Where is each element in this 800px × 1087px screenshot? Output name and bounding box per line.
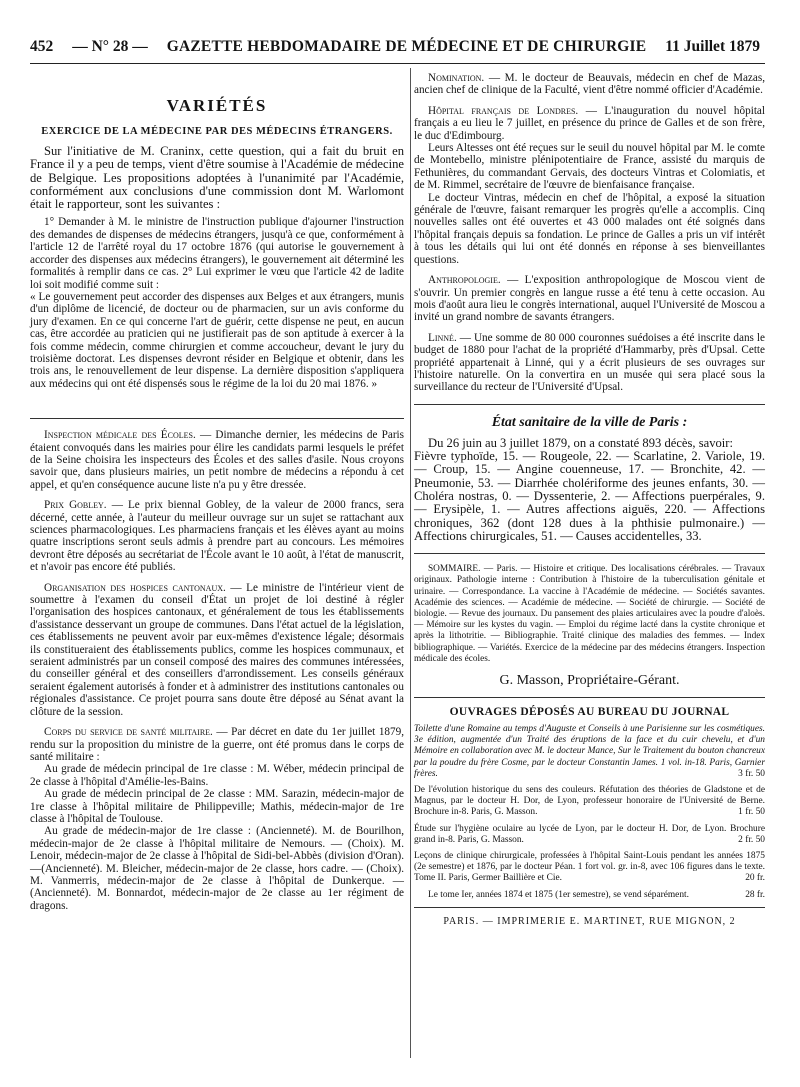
column-rule <box>410 68 411 1058</box>
separator <box>414 404 765 405</box>
linne-paragraph <box>414 332 765 394</box>
journal-title: GAZETTE HEBDOMADAIRE DE MÉDECINE ET DE CHIRURGIE <box>166 38 647 55</box>
anthropologie-heading: Anthropologie. <box>428 274 501 287</box>
sommaire-text: — Paris. — Histoire et critique. Des localisations cérébrales. — Travaux originaux. Pathologie interne : Contribution à l'histoire de la tuberculisation génitale et urinaire. — Correspondance. La vaccine à l'Académie de médecine. — Sociétés savantes. Académie des sciences. — Académie de médecine. — Société de chirurgie. — Société de biologie. — Revue des journaux. Du pansement des plaies articulaires avec la poudre d'aloès. — Mémoire sur les kystes du vagin. — Emploi du régime lacté dans la cystite chronique et après la lithotritie. — Bibliographie. Traité clinique des maladies des femmes. — Index bibliographique. — Variétés. Exercice de la médecine par des médecins étrangers. Inspection médicale des écoles. <box>414 564 766 664</box>
anthropologie-paragraph <box>414 274 765 324</box>
etat-sanitaire-intro: Du 26 juin au 3 juillet 1879, on a constaté 893 décès, savoir: <box>428 435 733 450</box>
corps-heading: Corps du service de santé militaire. <box>44 726 213 739</box>
book-text: Toilette d'une Romaine au temps d'Auguste et Conseils à une Parisienne sur les cosmétiques. 3e édition, augmentée d'un Traité des éruptions de la face et du cuir chevelu, et d'un Mémoire en collaboration avec M. le docteur Mance, Sur le Traitement du bouton chancreux par la poudre du frère Cosme, par le docteur Constantin James. 1 vol. in-18. Paris, Garnier frères. <box>414 723 765 779</box>
corps-text: — Par décret en date du 1er juillet 1879, rendu sur la proposition du ministre de la guerre, ont été promus dans le corps de santé militaire : <box>30 726 404 763</box>
separator <box>414 553 765 554</box>
book-entry <box>414 724 765 780</box>
etat-sanitaire-body: Fièvre typhoïde, 15. — Rougeole, 22. — Scarlatine, 2. Variole, 19. — Croup, 15. — Angine couenneuse, 17. — Bronchite, 42. — Pneumonie, 53. — Diarrhée cholériforme des jeunes enfants, 30. — Choléra nostras, 0. — Dyssenterie, 2. — Affections puerpérales, 9. — Erysipèle, 1. — Autres affections aiguës, 220. — Affections chroniques, 362 (dont 128 dues à la phthisie pulmonaire.) — Affections chirurgicales, 51. — Causes accidentelles, 33. <box>414 449 765 543</box>
anthropologie-text: — L'exposition anthropologique de Moscou vient de s'ouvrir. Un premier congrès en langue russe a été tenu à cette occasion. Au mois d'août aura lieu le congrès international, auquel l'Université de Moscou a invité un grand nombre de savants étrangers. <box>414 274 765 324</box>
book-text: De l'évolution historique du sens des couleurs. Réfutation des théories de Gladstone et de Magnus, par le docteur H. Dor, de Lyon, professeur honoraire de l'Université de Berne. Brochure in-8. Paris, G. Masson. <box>414 784 765 818</box>
book-list <box>414 724 765 901</box>
londres-text: — L'inauguration du nouvel hôpital français a eu lieu le 7 juillet, en présence du prince de Galles et de son frère, le duc d'Edimbourg. <box>414 104 765 142</box>
separator <box>30 418 404 419</box>
left-column <box>30 72 404 912</box>
etat-sanitaire-title: État sanitaire de la ville de Paris : <box>491 414 688 430</box>
book-price: 20 fr. <box>745 873 765 884</box>
inspection-paragraph <box>30 429 404 491</box>
book-text: Le tome Ier, années 1874 et 1875 (1er semestre), se vend séparément. <box>428 889 689 900</box>
nomination-text: — M. le docteur de Beauvais, médecin en chef de Mazas, ancien chef de clinique de la Faculté, vient d'être nommé officier d'Académie. <box>414 72 765 97</box>
page-number: 452 <box>30 38 54 55</box>
londres-paragraph-2: Leurs Altesses ont été reçues sur le seuil du nouvel hôpital par M. le comte de Montebello, ministre plénipotentiaire de France, assisté du marquis de Fethunières, du commandant Gervais, des docteurs Vintras et Colomiatis, et de M. Rimmel, secrétaire de l'œuvre de bienfaisance française. <box>414 142 765 192</box>
book-text: Leçons de clinique chirurgicale, professées à l'hôpital Saint-Louis pendant les années 1875 (2e semestre) et 1876, par le docteur Péan. 1 fort vol. gr. in-8, avec 106 figures dans le texte. Tome II. Paris, Germer Baillière et Cie. <box>414 850 765 884</box>
londres-paragraph <box>414 105 765 142</box>
book-text: Étude sur l'hygiène oculaire au lycée de Lyon, par le docteur H. Dor, de Lyon. Brochure grand in-8. Paris, G. Masson. <box>414 823 765 845</box>
book-entry <box>414 785 765 819</box>
hospices-paragraph <box>30 582 404 718</box>
gobley-paragraph <box>30 499 404 573</box>
separator <box>414 907 765 908</box>
right-column <box>414 72 765 927</box>
sommaire-paragraph <box>414 564 765 665</box>
book-entry <box>414 890 765 901</box>
printer-imprint: PARIS. — IMPRIMERIE E. MARTINET, RUE MIGNON, 2 <box>443 915 736 927</box>
gobley-heading: Prix Gobley. <box>44 499 107 512</box>
article-heading: EXERCICE DE LA MÉDECINE PAR DES MÉDECINS ÉTRANGERS. <box>41 126 393 137</box>
book-price: 1 fr. 50 <box>738 807 765 818</box>
issue-date: 11 Juillet 1879 <box>665 38 760 55</box>
corps-grade-3: Au grade de médecin-major de 1re classe : (Ancienneté). M. de Bourilhon, médecin-major de 2e classe à l'hôpital militaire de Nemours. — (Choix). M. Lenoir, médecin-major de 2e classe à l'hôpital de Sidi-bel-Abbès (division d'Oran).—(Ancienneté). M. Bleicher, médecin-major de 2e classe, hors cadre. — (Choix). M. Vanmerris, médecin-major de 2e classe à l'hôpital de Dunkerque. — (Ancienneté). M. Bonnardot, médecin-major de 2e classe au 1er régiment de dragons. <box>30 825 404 912</box>
book-entry <box>414 851 765 885</box>
linne-text: — Une somme de 80 000 couronnes suédoises a été inscrite dans le budget de 1880 pour l'achat de la propriété d'Hammarby, près d'Upsal. Cette propriété appartenait à Linné, qui y a écrit plusieurs de ses ouvrages sur l'histoire naturelle. On la convertira en un musée qui sera placé sous la surveillance du recteur de l'Université d'Upsal. <box>414 331 765 394</box>
inspection-heading: Inspection médicale des Écoles. <box>44 429 196 442</box>
book-price: 2 fr. 50 <box>738 834 765 845</box>
sommaire-heading: SOMMAIRE. <box>428 564 481 575</box>
separator <box>414 697 765 698</box>
ouvrages-title: OUVRAGES DÉPOSÉS AU BUREAU DU JOURNAL <box>449 705 730 718</box>
nomination-paragraph <box>414 72 765 97</box>
gobley-text: — Le prix biennal Gobley, de la valeur de 2000 francs, sera décerné, cette année, à l'auteur du meilleur ouvrage sur un sujet se rattachant aux sciences pharmacologiques. Les pharmaciens français et les élèves ayant au moins quatre inscriptions seront seuls admis à prendre part au concours. Les mémoires devront être déposés au secrétariat de l'École avant le 10 août, à l'état de manuscrit, et n'avoir pas encore été publiés. <box>30 499 404 574</box>
hospices-text: — Le ministre de l'intérieur vient de soumettre à l'examen du conseil d'État un projet de loi destiné à régler l'organisation des hospices cantonaux, et généralement de tous les établissements d'assistance desservant un groupe de communes. Dans l'état actuel de la législation, ces établissements ne peuvent avoir par eux-mêmes d'existence légale; désormais ils constitueraient des établissements publics, comme les hospices communaux, et seraient administrés par un conseil composé des maires des communes intéressées, du conseiller général et des conseillers d'arrondissement. Les conseils généraux seraient également autorisés à fonder et à administrer des institutions cantonales ou régionales d'assistance. Ce projet pourra sans doute être déposé au Sénat avant la clôture de la session. <box>30 581 404 718</box>
issue-number: — N° 28 — <box>72 38 148 55</box>
intro-paragraph: Sur l'initiative de M. Craninx, cette question, qui a fait du bruit en France il y a peu de temps, vient d'être soumise à l'Académie de médecine de Belgique. Les propositions adoptées à l'unanimité par l'Académie, conformément aux conclusions d'une commission dont M. Warlomont était le rapporteur, sont les suivantes : <box>30 144 404 212</box>
corps-grade-1: Au grade de médecin principal de 1re classe : M. Wéber, médecin principal de 2e classe à l'hôpital d'Amélie-les-Bains. <box>30 763 404 788</box>
page-header <box>30 38 760 60</box>
proposal-paragraph: 1° Demander à M. le ministre de l'instruction publique d'ajourner l'instruction des demandes de dispenses de médecins étrangers, jusqu'à ce que, conformément à l'article 12 de l'arrêté royal du 17 octobre 1876 (qui autorise le gouvernement à accorder des dispenses aux médecins étrangers), le gouvernement ait déterminé les formalités à remplir dans ce cas. 2° Lui exprimer le vœu que l'article 42 de ladite loi soit modifié comme suit : <box>30 216 404 291</box>
book-price: 3 fr. 50 <box>738 768 765 779</box>
book-entry <box>414 824 765 846</box>
corps-grade-2: Au grade de médecin principal de 2e classe : MM. Sarazin, médecin-major de 1re classe à l'hôpital militaire de Philippeville; Mathis, médecin-major de 1re classe à l'hôpital de Toulouse. <box>30 788 404 825</box>
publisher-signature: G. Masson, Propriétaire-Gérant. <box>499 672 680 688</box>
corps-paragraph <box>30 726 404 763</box>
quote-paragraph: « Le gouvernement peut accorder des dispenses aux Belges et aux étrangers, munis d'un diplôme de licencié, de docteur ou de pharmacien, sur un avis conforme du jury d'examen. En ce qui concerne l'art de guérir, cette dispense ne peut, en aucun cas, être accordée au praticien qui ne justifierait pas de son aptitude à exercer à la fois comme médecin, comme chirurgien et comme accoucheur, devant le jury du troisième doctorat. Les dispenses devront résider en Belgique et obtenir, dans les trois ans, le renouvellement de leur dispense. La dernière disposition s'appliquera aux médecins qui ont été dispensés sous le régime de la loi du 20 mai 1876. » <box>30 290 404 390</box>
londres-heading: Hôpital français de Londres. <box>428 104 579 117</box>
nomination-heading: Nomination. <box>428 72 485 84</box>
hospices-heading: Organisation des hospices cantonaux. <box>44 581 226 594</box>
section-title: VARIÉTÉS <box>166 96 268 115</box>
book-price: 28 fr. <box>745 889 765 900</box>
header-rule <box>30 63 765 64</box>
linne-heading: Linné. <box>428 331 457 344</box>
londres-paragraph-3: Le docteur Vintras, médecin en chef de l'hôpital, a exposé la situation générale de l'œuvre, faisant remarquer les progrès qu'elle a accomplis. Cinq nouvelles salles ont été ouvertes et 43 000 malades ont été soignés dans l'hôpital français depuis sa fondation. Le prince de Galles a pris un vif intérêt à tous les détails qui lui ont été donnés en réponse à ses bienveillantes questions. <box>414 191 765 266</box>
inspection-text: — Dimanche dernier, les médecins de Paris étaient convoqués dans les mairies pour élire les candidats parmi lesquels le préfet de la Seine choisira les inspecteurs des Écoles et des salles d'asile. Nous croyons savoir que, dans plusieurs mairies, un petit nombre de médecins a répondu à cet appel, et qu'en conséquence aucune liste n'a pu y être dressée. <box>30 429 405 491</box>
